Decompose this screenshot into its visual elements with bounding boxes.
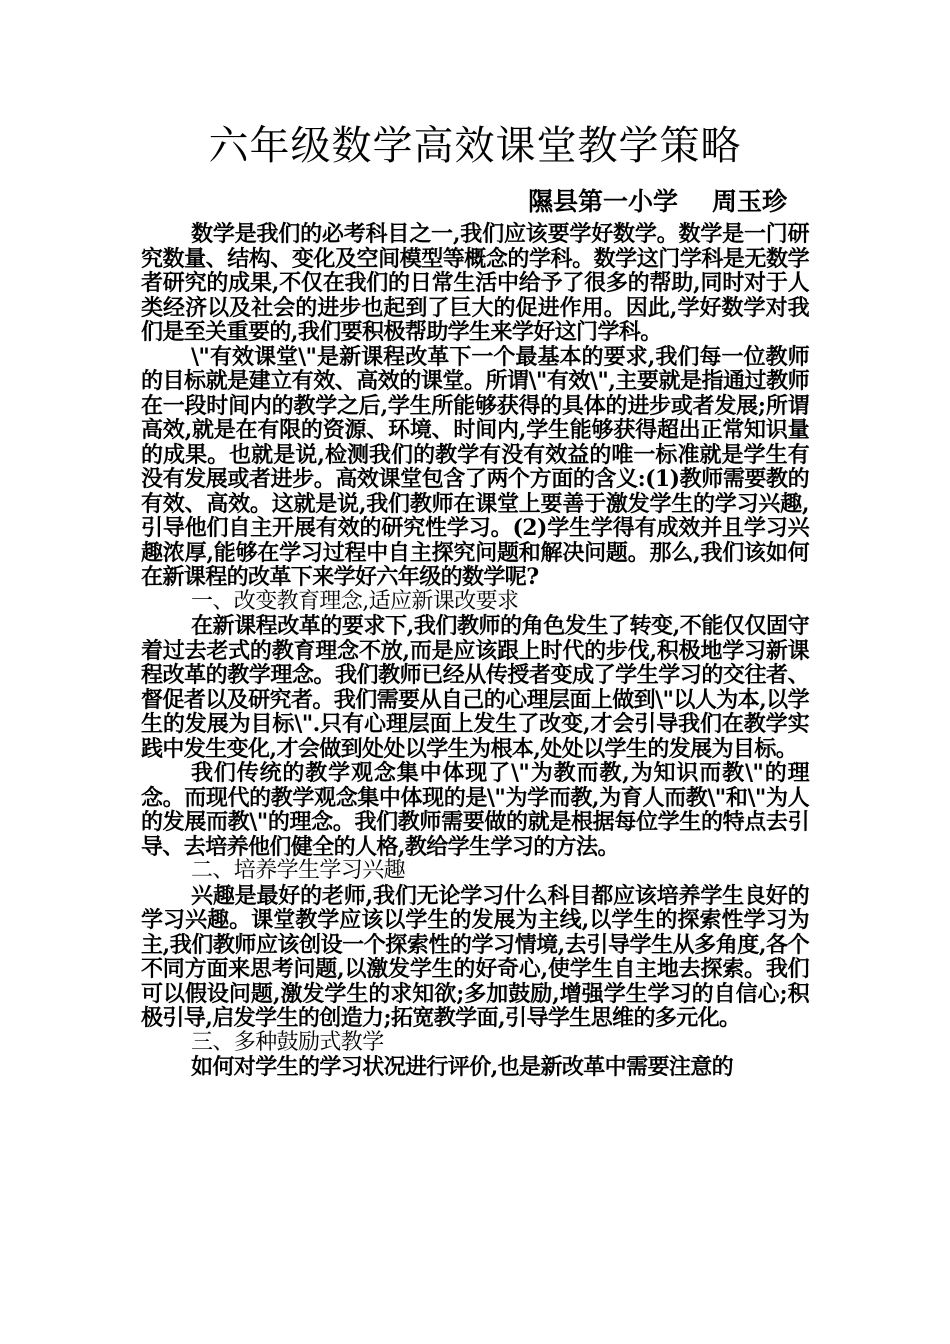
section-heading-2: 二、培养学生学习兴趣 xyxy=(191,858,406,883)
paragraph-intro: 数学是我们的必考科目之一,我们应该要学好数学。数学是一门研究数量、结构、变化及空间模型等概念的学科。数学这门学科是无数学者研究的成果,不仅在我们的日常生活中给予了很多的帮助,同时对于人类经济以及社会的进步也起到了巨大的促进作用。因此,学好数学对我们是至关重要的,我们要积极帮助学生来学好这门学科。 xyxy=(141,221,809,345)
paragraph-section-2: 兴趣是最好的老师,我们无论学习什么科目都应该培养学生良好的学习兴趣。课堂教学应该以学生的发展为主线,以学生的探索性学习为主,我们教师应该创设一个探索性的学习情境,去引导学生从多角度,各个不同方面来思考问题,以激发学生的好奇心,使学生自主地去探索。我们可以假设问题,激发学生的求知欲;多加鼓励,增强学生学习的自信心;积极引导,启发学生的创造力;拓宽教学面,引导学生思维的多元化。 xyxy=(141,882,809,1031)
paragraph-section-1a: 在新课程改革的要求下,我们教师的角色发生了转变,不能仅仅固守着过去老式的教育理念不放,而是应该跟上时代的步伐,积极地学习新课程改革的教学理念。我们教师已经从传授者变成了学生学习的交往者、督促者以及研究者。我们需要从自己的心理层面上做到\"以人为本,以学生的发展为目标\".只有心理层面上发生了改变,才会引导我们在教学实践中发生变化,才会做到处处以学生为根本,处处以学生的发展为目标。 xyxy=(141,613,809,762)
section-heading-3: 三、多种鼓励式教学 xyxy=(191,1029,384,1055)
document-title: 六年级数学高效课堂教学策略 xyxy=(208,123,742,169)
paragraph-section-1b: 我们传统的教学观念集中体现了\"为教而教,为知识而教\"的理念。而现代的教学观念集中体现的是\"为学而教,为育人而教\"和\"为人的发展而教\"的理念。我们教师需要做的就是根据每位学生的特点去引导、去培养他们健全的人格,教给学生学习的方法。 xyxy=(141,760,809,860)
paragraph-section-3: 如何对学生的学习状况进行评价,也是新改革中需要注意的 xyxy=(191,1054,734,1080)
author-line xyxy=(141,184,787,220)
school-name: 隰县第一小学 xyxy=(527,187,678,216)
document-page xyxy=(141,118,809,1080)
paragraph-effective-classroom: \"有效课堂\"是新课程改革下一个最基本的要求,我们每一位教师的目标就是建立有效、高效的课堂。所谓\"有效\",主要就是指通过教师在一段时间内的教学之后,学生所能够获得的具体的进步或者发展;所谓高效,就是在有限的资源、环境、时间内,学生能够获得超出正常知识量的成果。也就是说,检测我们的教学有没有效益的唯一标准就是学生有没有发展或者进步。高效课堂包含了两个方面的含义:(1)教师需要教的有效、高效。这就是说,我们教师在课堂上要善于激发学生的学习兴趣,引导他们自主开展有效的研究性学习。(2)学生学得有成效并且学习兴趣浓厚,能够在学习过程中自主探究问题和解决问题。那么,我们该如何在新课程的改革下来学好六年级的数学呢? xyxy=(141,343,809,590)
author-name: 周玉珍 xyxy=(711,187,787,216)
section-heading-1: 一、改变教育理念,适应新课改要求 xyxy=(191,588,519,614)
